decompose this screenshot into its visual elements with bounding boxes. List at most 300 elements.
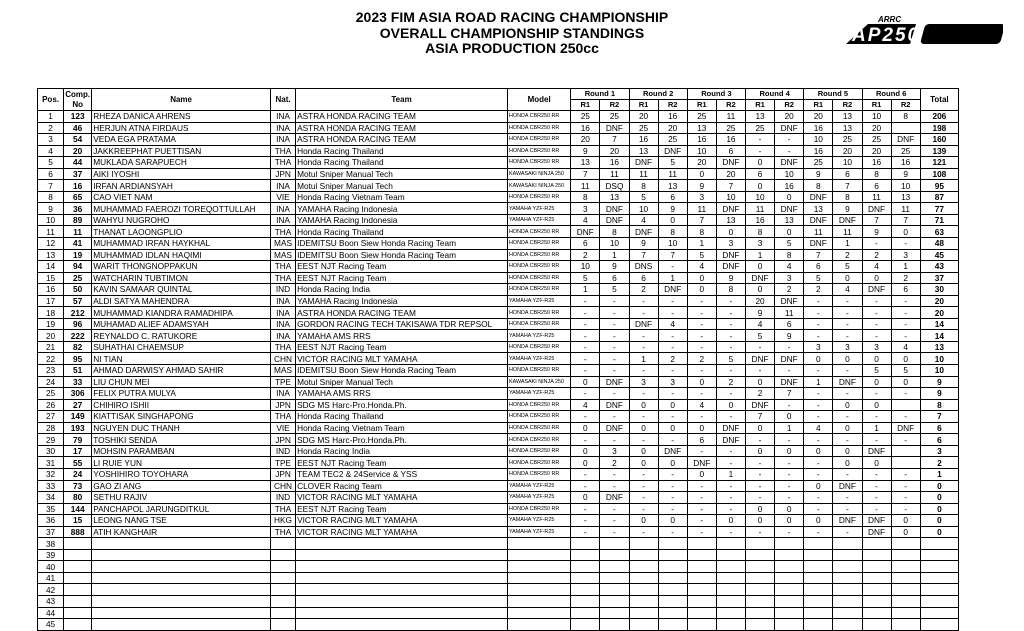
race-result-cell: - <box>775 526 804 538</box>
race-result-cell: - <box>716 445 745 457</box>
race-result-cell: 25 <box>687 111 716 123</box>
team-cell: EEST NJT Racing Team <box>296 457 508 469</box>
nat-cell: IND <box>270 492 295 504</box>
empty-cell <box>507 561 570 573</box>
empty-cell <box>92 549 271 561</box>
race-result-cell: - <box>804 388 833 400</box>
race-result-cell: DNF <box>600 214 629 226</box>
pos-cell: 25 <box>38 388 64 400</box>
race-result-cell: - <box>600 295 629 307</box>
race-result-cell: - <box>600 353 629 365</box>
race-result-cell: 16 <box>716 134 745 146</box>
nat-cell: THA <box>270 526 295 538</box>
table-row <box>38 157 959 169</box>
race-result-cell: - <box>687 515 716 527</box>
pos-cell: 39 <box>38 549 64 561</box>
model-cell: HONDA CBR250 RR <box>507 134 570 146</box>
table-row <box>38 388 959 400</box>
race-result-cell: DNF <box>775 353 804 365</box>
team-cell: Honda Racing Vietnam Team <box>296 422 508 434</box>
empty-cell <box>600 561 629 573</box>
total-cell: 45 <box>920 249 958 261</box>
empty-cell <box>833 595 862 607</box>
race-result-cell: DNF <box>833 480 862 492</box>
empty-cell <box>891 607 920 619</box>
race-result-cell: - <box>804 307 833 319</box>
ap250-logo <box>838 14 1003 46</box>
comp-no-cell: 16 <box>64 180 92 192</box>
model-cell: YAMAHA YZF-R25 <box>507 492 570 504</box>
pos-cell: 38 <box>38 538 64 550</box>
race-result-cell: 3 <box>629 376 658 388</box>
race-result-cell: 7 <box>862 214 891 226</box>
pos-cell: 5 <box>38 157 64 169</box>
total-cell: 10 <box>920 365 958 377</box>
comp-no-cell: 50 <box>64 284 92 296</box>
empty-cell <box>92 584 271 596</box>
model-cell: KAWASAKI NINJA 250 <box>507 168 570 180</box>
empty-cell <box>507 619 570 631</box>
team-cell: VICTOR RACING MLT YAMAHA <box>296 526 508 538</box>
race-result-cell: - <box>629 526 658 538</box>
race-result-cell: - <box>600 365 629 377</box>
empty-cell <box>64 595 92 607</box>
name-cell: TOSHIKI SENDA <box>92 434 271 446</box>
empty-cell <box>658 595 687 607</box>
total-cell: 20 <box>920 295 958 307</box>
empty-cell <box>716 538 745 550</box>
empty-cell <box>571 538 600 550</box>
empty-cell <box>891 619 920 631</box>
table-row <box>38 399 959 411</box>
nat-cell: JPN <box>270 399 295 411</box>
race-result-cell: - <box>600 515 629 527</box>
team-cell: SDG MS Harc-Pro.Honda.Ph. <box>296 399 508 411</box>
race-result-cell: - <box>600 341 629 353</box>
team-cell: Honda Racing Thailand <box>296 145 508 157</box>
race-result-cell: 0 <box>629 445 658 457</box>
empty-cell <box>746 607 775 619</box>
race-result-cell: 0 <box>746 376 775 388</box>
race-result-cell: - <box>775 399 804 411</box>
table-row <box>38 445 959 457</box>
comp-no-cell: 96 <box>64 318 92 330</box>
team-cell: IDEMITSU Boon Siew Honda Racing Team <box>296 238 508 250</box>
empty-cell <box>658 549 687 561</box>
total-cell: 14 <box>920 330 958 342</box>
name-cell: CAO VIET NAM <box>92 191 271 203</box>
race-result-cell: 9 <box>746 307 775 319</box>
empty-cell <box>687 549 716 561</box>
race-result-cell: 6 <box>862 180 891 192</box>
nat-cell: THA <box>270 145 295 157</box>
empty-cell <box>833 549 862 561</box>
col-round-3-r1: R1 <box>687 100 716 111</box>
total-cell: 10 <box>920 353 958 365</box>
name-cell: LIU CHUN MEI <box>92 376 271 388</box>
race-result-cell: 2 <box>716 376 745 388</box>
nat-cell: INA <box>270 295 295 307</box>
race-result-cell: 5 <box>629 191 658 203</box>
race-result-cell: - <box>891 480 920 492</box>
race-result-cell: - <box>833 295 862 307</box>
race-result-cell: - <box>687 365 716 377</box>
race-result-cell: DNF <box>746 272 775 284</box>
total-cell: 9 <box>920 376 958 388</box>
table-row <box>38 203 959 215</box>
race-result-cell: 2 <box>629 284 658 296</box>
race-result-cell: - <box>716 330 745 342</box>
nat-cell: INA <box>270 318 295 330</box>
team-cell: EEST NJT Racing Team <box>296 341 508 353</box>
total-cell: 121 <box>920 157 958 169</box>
race-result-cell: 4 <box>687 261 716 273</box>
table-row <box>38 168 959 180</box>
race-result-cell: - <box>687 307 716 319</box>
race-result-cell: - <box>687 445 716 457</box>
empty-cell <box>804 584 833 596</box>
comp-no-cell: 27 <box>64 399 92 411</box>
empty-cell <box>687 607 716 619</box>
empty-cell <box>296 572 508 584</box>
empty-cell <box>920 595 958 607</box>
race-result-cell: - <box>571 515 600 527</box>
comp-no-cell: 55 <box>64 457 92 469</box>
race-result-cell: 1 <box>891 261 920 273</box>
race-result-cell: - <box>716 526 745 538</box>
pos-cell: 42 <box>38 584 64 596</box>
table-row <box>38 457 959 469</box>
race-result-cell: 8 <box>746 226 775 238</box>
team-cell: CLOVER Racing Team <box>296 480 508 492</box>
race-result-cell: - <box>746 145 775 157</box>
table-row <box>38 411 959 423</box>
comp-no-cell: 46 <box>64 122 92 134</box>
race-result-cell: - <box>862 295 891 307</box>
total-cell: 14 <box>920 318 958 330</box>
race-result-cell: - <box>571 480 600 492</box>
race-result-cell: 9 <box>775 330 804 342</box>
team-cell: Honda Racing India <box>296 284 508 296</box>
race-result-cell: 9 <box>629 238 658 250</box>
race-result-cell: 0 <box>658 399 687 411</box>
race-result-cell: 10 <box>746 191 775 203</box>
col-pos: Pos. <box>38 89 64 111</box>
comp-no-cell: 123 <box>64 111 92 123</box>
race-result-cell: 0 <box>804 515 833 527</box>
race-result-cell: - <box>833 330 862 342</box>
race-result-cell: 0 <box>629 422 658 434</box>
race-result-cell: 6 <box>687 434 716 446</box>
team-cell: EEST NJT Racing Team <box>296 503 508 515</box>
empty-cell <box>571 607 600 619</box>
race-result-cell: 3 <box>891 249 920 261</box>
race-result-cell: DNF <box>600 492 629 504</box>
race-result-cell: 8 <box>891 111 920 123</box>
model-cell: HONDA CBR250 RR <box>507 399 570 411</box>
empty-cell <box>804 561 833 573</box>
empty-cell <box>64 607 92 619</box>
empty-cell <box>804 538 833 550</box>
empty-cell <box>716 549 745 561</box>
pos-cell: 24 <box>38 376 64 388</box>
col-round-3-r2: R2 <box>716 100 745 111</box>
pos-cell: 2 <box>38 122 64 134</box>
race-result-cell <box>891 399 920 411</box>
race-result-cell: 1 <box>775 422 804 434</box>
name-cell: MUHAMMAD IDLAN HAQIMI <box>92 249 271 261</box>
nat-cell: IND <box>270 284 295 296</box>
race-result-cell: 25 <box>629 122 658 134</box>
race-result-cell: 1 <box>716 468 745 480</box>
race-result-cell: 11 <box>658 168 687 180</box>
race-result-cell: 20 <box>571 134 600 146</box>
nat-cell: VIE <box>270 191 295 203</box>
empty-cell <box>862 607 891 619</box>
race-result-cell: 0 <box>833 272 862 284</box>
race-result-cell: 13 <box>833 122 862 134</box>
empty-cell <box>716 584 745 596</box>
race-result-cell: 0 <box>746 284 775 296</box>
pos-cell: 26 <box>38 399 64 411</box>
race-result-cell: - <box>746 492 775 504</box>
col-round-2: Round 2 <box>629 89 687 100</box>
comp-no-cell: 57 <box>64 295 92 307</box>
race-result-cell: 11 <box>687 203 716 215</box>
race-result-cell: - <box>716 341 745 353</box>
race-result-cell: - <box>804 492 833 504</box>
total-cell: 63 <box>920 226 958 238</box>
empty-cell <box>833 561 862 573</box>
empty-cell <box>833 584 862 596</box>
pos-cell: 32 <box>38 468 64 480</box>
race-result-cell: 0 <box>746 180 775 192</box>
race-result-cell: 0 <box>862 399 891 411</box>
name-cell: MUHAMMAD IRFAN HAYKHAL <box>92 238 271 250</box>
team-cell: TEAM TEC2 & 24Service & YSS <box>296 468 508 480</box>
empty-cell <box>507 584 570 596</box>
table-row <box>38 434 959 446</box>
pos-cell: 9 <box>38 203 64 215</box>
race-result-cell: - <box>571 307 600 319</box>
empty-cell <box>687 595 716 607</box>
race-result-cell: DNF <box>600 422 629 434</box>
empty-cell <box>804 607 833 619</box>
race-result-cell: 4 <box>804 422 833 434</box>
empty-cell <box>746 619 775 631</box>
empty-cell <box>920 549 958 561</box>
empty-cell <box>296 595 508 607</box>
table-row <box>38 226 959 238</box>
race-result-cell: - <box>600 480 629 492</box>
race-result-cell: 0 <box>891 515 920 527</box>
empty-cell <box>270 538 295 550</box>
name-cell: ATIH KANGHAIR <box>92 526 271 538</box>
col-round-4-r1: R1 <box>746 100 775 111</box>
total-cell: 139 <box>920 145 958 157</box>
race-result-cell: DNF <box>862 515 891 527</box>
race-result-cell: 5 <box>658 157 687 169</box>
name-cell: VEDA EGA PRATAMA <box>92 134 271 146</box>
table-row <box>38 480 959 492</box>
model-cell: HONDA CBR250 RR <box>507 341 570 353</box>
race-result-cell: - <box>862 468 891 480</box>
race-result-cell: 1 <box>658 272 687 284</box>
empty-cell <box>507 607 570 619</box>
race-result-cell: - <box>629 295 658 307</box>
race-result-cell: 7 <box>600 134 629 146</box>
race-result-cell: 5 <box>687 249 716 261</box>
pos-cell: 3 <box>38 134 64 146</box>
race-result-cell: 5 <box>862 365 891 377</box>
col-name: Name <box>92 89 271 111</box>
table-header <box>38 89 959 111</box>
race-result-cell: - <box>746 341 775 353</box>
model-cell: YAMAHA YZF-R25 <box>507 388 570 400</box>
race-result-cell: - <box>629 365 658 377</box>
model-cell: HONDA CBR250 RR <box>507 157 570 169</box>
team-cell: GORDON RACING TECH TAKISAWA TDR REPSOL <box>296 318 508 330</box>
race-result-cell: 9 <box>833 203 862 215</box>
empty-cell <box>920 572 958 584</box>
table-row <box>38 526 959 538</box>
total-cell: 9 <box>920 388 958 400</box>
race-result-cell: - <box>716 365 745 377</box>
race-result-cell: 6 <box>775 318 804 330</box>
comp-no-cell: 24 <box>64 468 92 480</box>
race-result-cell: 1 <box>600 249 629 261</box>
empty-cell <box>775 561 804 573</box>
pos-cell: 28 <box>38 422 64 434</box>
model-cell: HONDA CBR250 RR <box>507 226 570 238</box>
team-cell: VICTOR RACING MLT YAMAHA <box>296 353 508 365</box>
team-cell: ASTRA HONDA RACING TEAM <box>296 122 508 134</box>
race-result-cell: 0 <box>891 376 920 388</box>
race-result-cell: 3 <box>571 203 600 215</box>
table-row <box>38 492 959 504</box>
race-result-cell: 3 <box>746 238 775 250</box>
empty-cell <box>270 561 295 573</box>
table-row-empty <box>38 595 959 607</box>
model-cell: YAMAHA YZF-R25 <box>507 203 570 215</box>
col-round-4-r2: R2 <box>775 100 804 111</box>
name-cell: WARIT THONGNOPPAKUN <box>92 261 271 273</box>
table-row <box>38 261 959 273</box>
race-result-cell: 9 <box>658 203 687 215</box>
pos-cell: 35 <box>38 503 64 515</box>
comp-no-cell: 144 <box>64 503 92 515</box>
empty-cell <box>571 561 600 573</box>
race-result-cell: - <box>571 295 600 307</box>
race-result-cell: 0 <box>833 399 862 411</box>
name-cell: MUHAMMAD KIANDRA RAMADHIPA <box>92 307 271 319</box>
nat-cell: INA <box>270 134 295 146</box>
empty-cell <box>687 619 716 631</box>
race-result-cell: - <box>804 434 833 446</box>
race-result-cell: 0 <box>571 445 600 457</box>
team-cell: VICTOR RACING MLT YAMAHA <box>296 492 508 504</box>
title-standings: OVERALL CHAMPIONSHIP STANDINGS <box>379 24 645 41</box>
col-round-5-r2: R2 <box>833 100 862 111</box>
table-row-empty <box>38 538 959 550</box>
race-result-cell: - <box>716 503 745 515</box>
race-result-cell: 8 <box>571 191 600 203</box>
table-row-empty <box>38 607 959 619</box>
race-result-cell: - <box>746 526 775 538</box>
model-cell: HONDA CBR250 RR <box>507 284 570 296</box>
race-result-cell: - <box>804 411 833 423</box>
team-cell: YAMAHA Racing Indonesia <box>296 295 508 307</box>
total-cell: 6 <box>920 422 958 434</box>
comp-no-cell: 80 <box>64 492 92 504</box>
race-result-cell: - <box>775 457 804 469</box>
race-result-cell: 25 <box>891 145 920 157</box>
col-round-2-r2: R2 <box>658 100 687 111</box>
race-result-cell: 2 <box>862 249 891 261</box>
col-team: Team <box>296 89 508 111</box>
model-cell: KAWASAKI NINJA 250 <box>507 376 570 388</box>
race-result-cell: 2 <box>746 388 775 400</box>
empty-cell <box>775 607 804 619</box>
race-result-cell: 6 <box>658 191 687 203</box>
empty-cell <box>746 538 775 550</box>
race-result-cell: 10 <box>862 111 891 123</box>
race-result-cell: 0 <box>804 353 833 365</box>
race-result-cell: 7 <box>687 214 716 226</box>
race-result-cell: 10 <box>571 261 600 273</box>
empty-cell <box>891 572 920 584</box>
empty-cell <box>64 584 92 596</box>
race-result-cell: 13 <box>746 111 775 123</box>
race-result-cell: DNF <box>862 526 891 538</box>
race-result-cell: - <box>746 434 775 446</box>
race-result-cell: - <box>716 388 745 400</box>
race-result-cell: DNS <box>629 261 658 273</box>
race-result-cell: 2 <box>891 272 920 284</box>
table-row <box>38 111 959 123</box>
comp-no-cell: 51 <box>64 365 92 377</box>
team-cell: ASTRA HONDA RACING TEAM <box>296 111 508 123</box>
table-row <box>38 515 959 527</box>
race-result-cell: - <box>746 134 775 146</box>
race-result-cell: - <box>687 526 716 538</box>
total-cell: 1 <box>920 468 958 480</box>
race-result-cell: - <box>833 318 862 330</box>
race-result-cell: - <box>629 341 658 353</box>
nat-cell: INA <box>270 203 295 215</box>
race-result-cell: 10 <box>716 191 745 203</box>
race-result-cell: 5 <box>746 330 775 342</box>
pos-cell: 4 <box>38 145 64 157</box>
race-result-cell: 4 <box>746 318 775 330</box>
empty-cell <box>746 584 775 596</box>
table-row <box>38 365 959 377</box>
race-result-cell: 16 <box>746 214 775 226</box>
race-result-cell: - <box>862 503 891 515</box>
empty-cell <box>629 538 658 550</box>
team-cell: Motul Sniper Manual Tech <box>296 168 508 180</box>
race-result-cell: 16 <box>804 122 833 134</box>
race-result-cell: DNF <box>862 284 891 296</box>
model-cell: HONDA CBR250 RR <box>507 261 570 273</box>
empty-cell <box>804 572 833 584</box>
race-result-cell: - <box>746 365 775 377</box>
race-result-cell: 8 <box>804 180 833 192</box>
race-result-cell: - <box>629 492 658 504</box>
race-result-cell: - <box>629 411 658 423</box>
empty-cell <box>92 595 271 607</box>
nat-cell: INA <box>270 122 295 134</box>
